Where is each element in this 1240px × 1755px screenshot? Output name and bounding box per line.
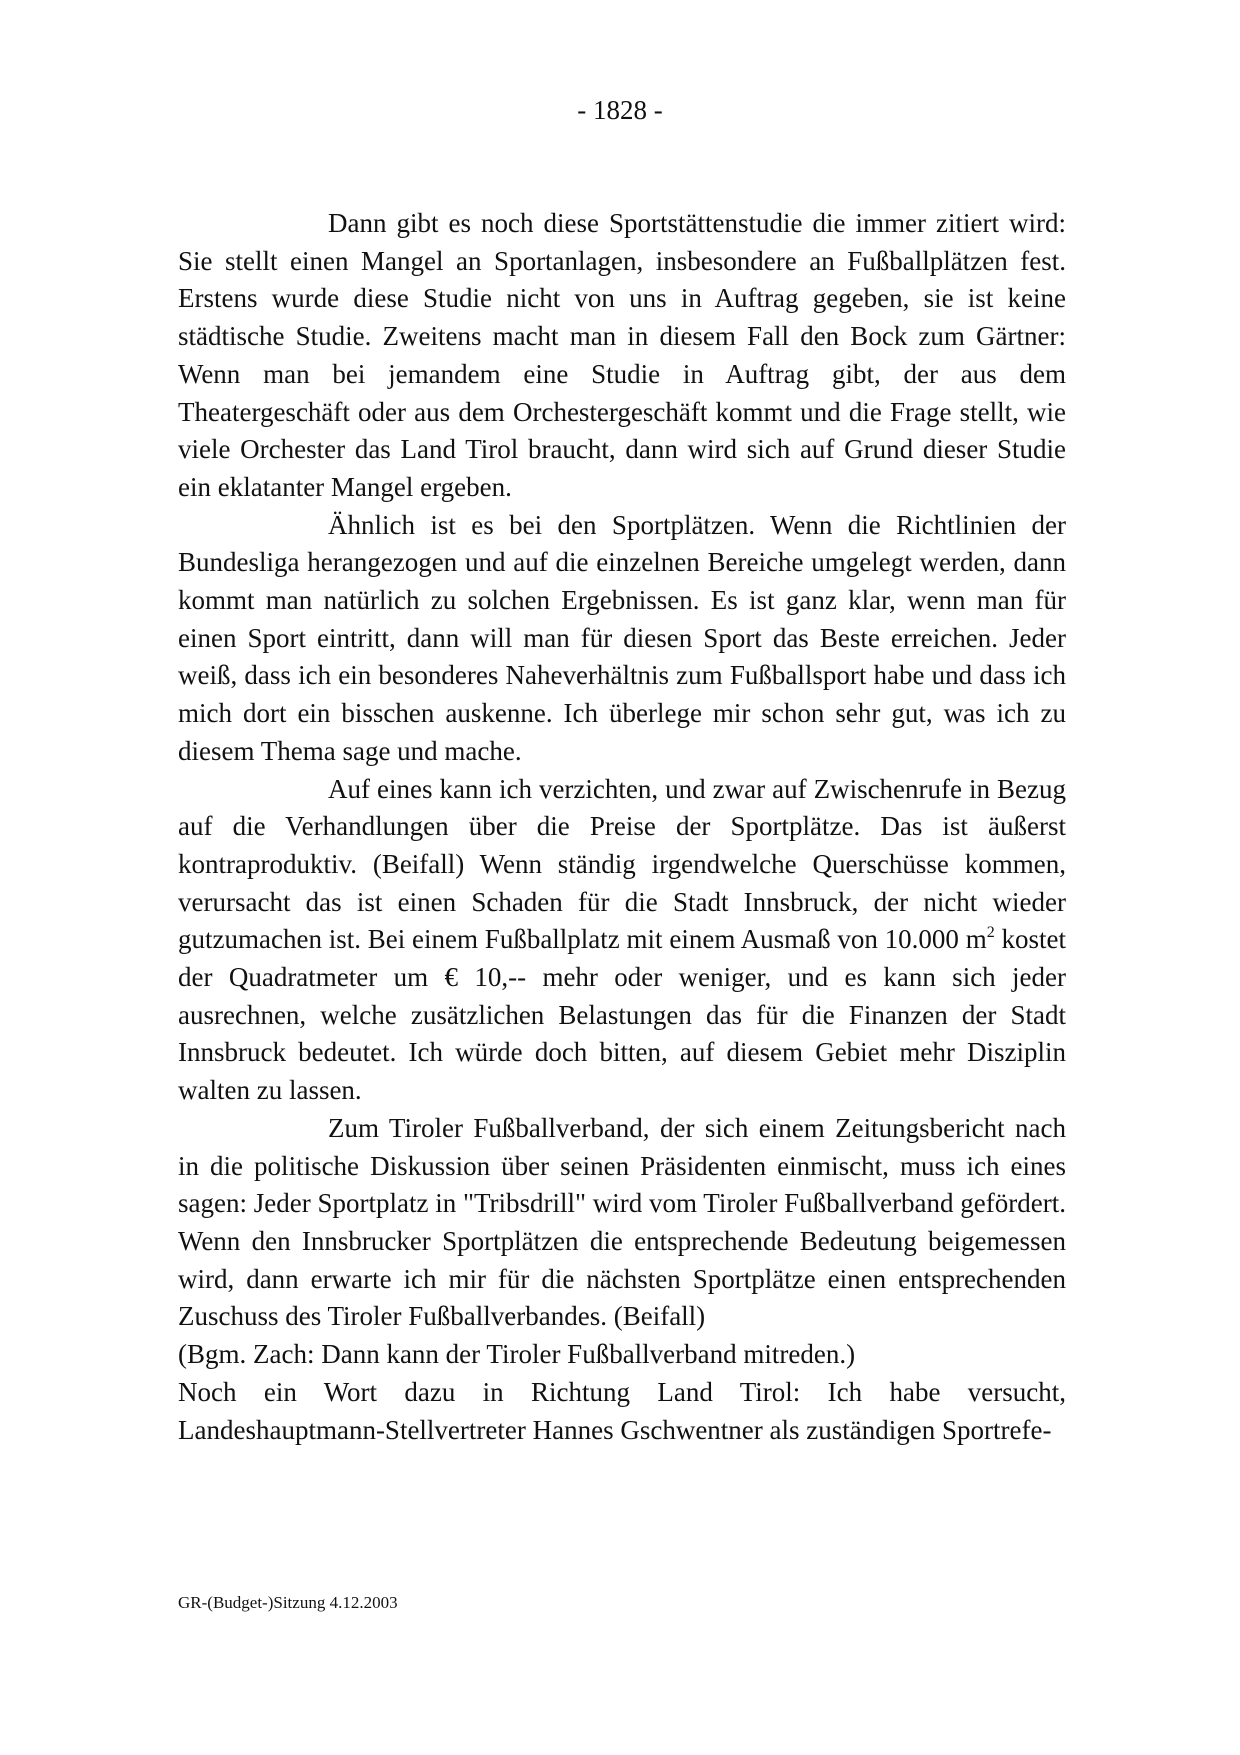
page-number: - 1828 - [577,95,663,125]
paragraph-zwischenrufe [178,771,1066,1110]
paragraph-sportplaetze: Ähnlich ist es bei den Sportplätzen. Wenn die Richtlinien der Bundesliga herangezogen und auf die einzelnen Bereiche umgelegt werden, dann kommt man natürlich zu solchen Ergebnissen. Es ist ganz klar, wenn man für einen Sport eintritt, dann will man für diesen Sport das Beste erreichen. Jeder weiß, dass ich ein besonderes Naheverhältnis zum Fußballsport habe und dass ich mich dort ein bisschen auskenne. Ich überlege mir schon sehr gut, was ich zu diesem Thema sage und mache. [178,509,1066,766]
paragraph-zwischenrufe-text-1: Auf eines kann ich verzichten, und zwar auf Zwischenrufe in Bezug auf die Verhandlungen über die Preise der Sportplätze. Das ist äußerst kontraproduktiv. (Beifall) Wenn ständig irgendwelche Querschüsse kommen, verursacht das ist einen Schaden für die Stadt Innsbruck, der nicht wieder gutzumachen ist. Bei einem Fußballplatz mit einem Ausmaß von 10.000 m [178,773,1066,955]
paragraph-sportstaettenstudie: Dann gibt es noch diese Sportstättenstudie die immer zitiert wird: Sie stellt einen Mangel an Sportanlagen, insbesondere an Fußballplätzen fest. Erstens wurde diese Studie nicht von uns in Auftrag gegeben, sie ist keine städtische Studie. Zweitens macht man in diesem Fall den Bock zum Gärtner: Wenn man bei jemandem eine Studie in Auftrag gibt, der aus dem Theatergeschäft oder aus dem Orchestergeschäft kommt und die Frage stellt, wie viele Orchester das Land Tirol braucht, dann wird sich auf Grund dieser Studie ein eklatanter Mangel ergeben. [178,208,1066,502]
interjection-bgm-zach: (Bgm. Zach: Dann kann der Tiroler Fußballverband mitreden.) [178,1339,856,1370]
document-body [178,205,1066,1449]
paragraph-zwischenrufe-text-2: kostet der Quadratmeter um € 10,-- mehr oder weniger, und es kann sich jeder ausrechnen, welche zusätzlichen Belastungen das für die Finanzen der Stadt Innsbruck bedeutet. Ich würde doch bitten, auf diesem Gebiet mehr Disziplin walten zu lassen. [178,924,1066,1106]
paragraph-fussballverband: Zum Tiroler Fußballverband, der sich einem Zeitungsbericht nach in die politische Diskussion über seinen Präsidenten einmischt, muss ich eines sagen: Jeder Sportplatz in "Tribsdrill" wird vom Tiroler Fußballverband gefördert. Wenn den Innsbrucker Sportplätzen die entsprechende Bedeutung beigemessen wird, dann erwarte ich mir für die nächsten Sportplätze einen entsprechenden Zuschuss des Tiroler Fußballverbandes. (Beifall) [178,1112,1066,1332]
paragraph-land-tirol: Noch ein Wort dazu in Richtung Land Tirol: Ich habe versucht, Landeshauptmann-Stellvertreter Hannes Gschwentner als zuständigen Sportrefe- [178,1376,1066,1445]
superscript-squared: 2 [986,924,995,942]
footer-session-label: GR-(Budget-)Sitzung 4.12.2003 [178,1593,398,1612]
